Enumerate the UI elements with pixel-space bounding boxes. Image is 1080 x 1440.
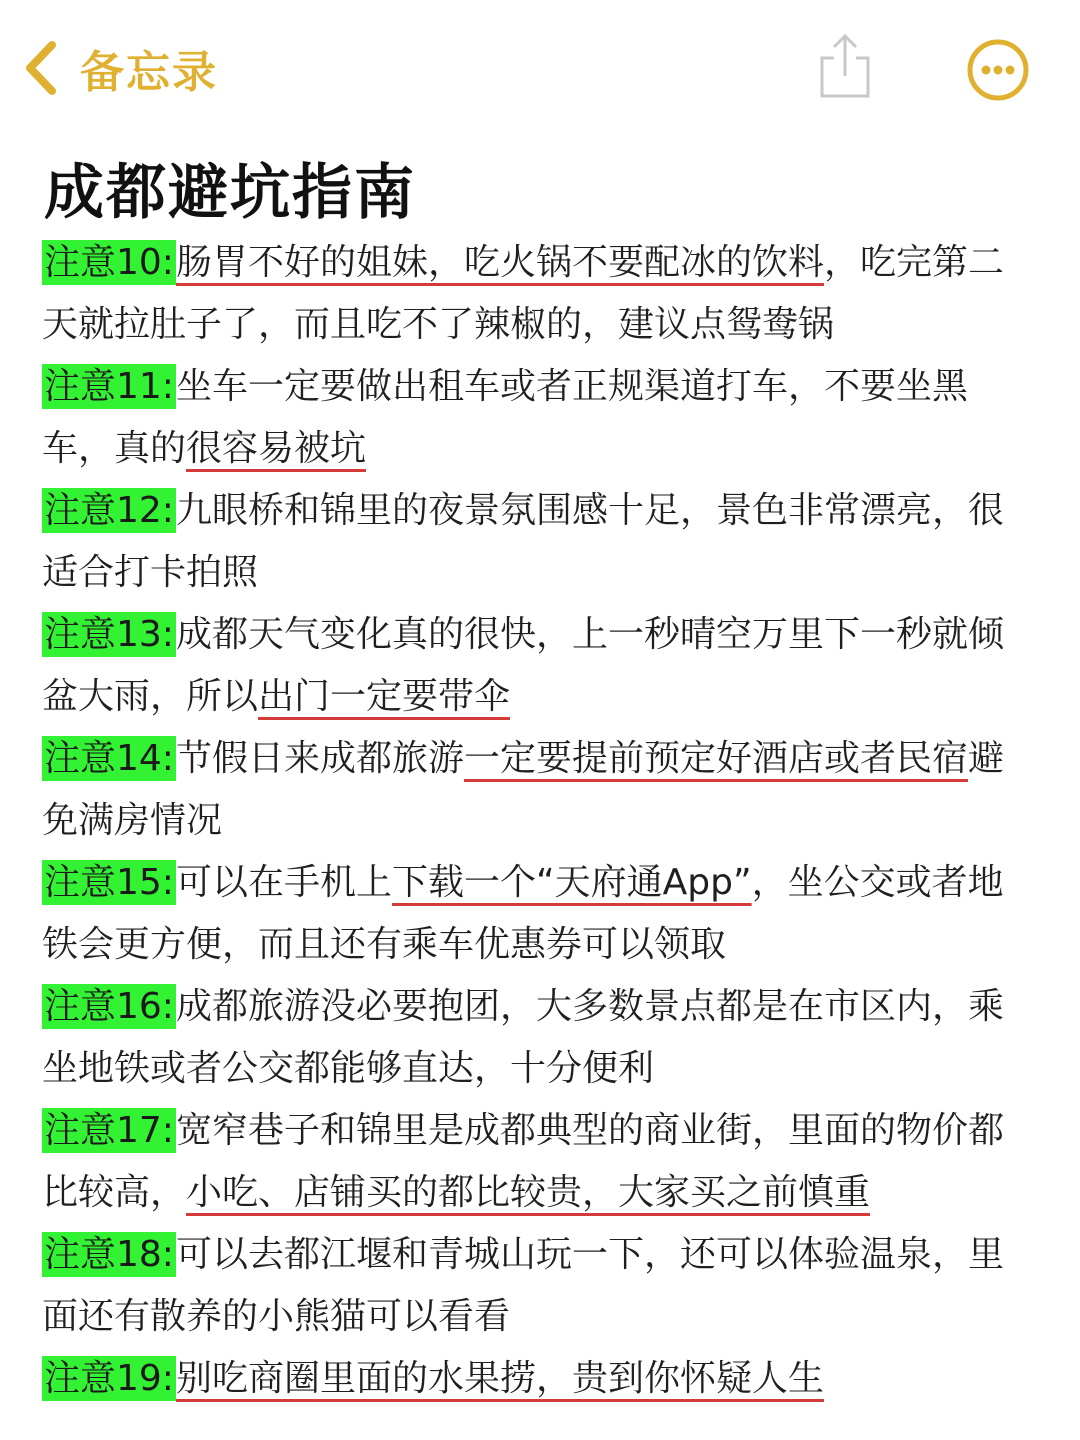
item-text: 成都旅游没必要抱团，大多数景点都是在市区内，乘坐地铁或者公交都能够直达，十分便利	[42, 986, 1004, 1089]
item-tag: 注意14:	[44, 738, 174, 779]
item-underlined-text: 一定要提前预定好酒店或者民宿	[463, 738, 968, 779]
list-item	[42, 852, 1032, 976]
item-text: 避免满房情况	[42, 738, 1004, 841]
item-text: 成都天气变化真的很快，上一秒晴空万里下一秒就倾盆大雨，所以	[42, 614, 1004, 717]
list-item	[42, 1100, 1032, 1224]
item-text: 可以在手机上	[175, 862, 392, 903]
item-text: 坐车一定要做出租车或者正规渠道打车，不要坐黑车，真的	[42, 366, 968, 469]
item-text: ，吃完第二天就拉肚子了，而且吃不了辣椒的，建议点鸳鸯锅	[42, 242, 1004, 345]
item-tag: 注意13:	[44, 614, 174, 655]
share-button[interactable]	[816, 32, 874, 102]
list-item	[42, 728, 1032, 852]
note-title: 成都避坑指南	[44, 158, 416, 228]
nav-bar	[0, 0, 1080, 130]
back-button[interactable]	[22, 36, 218, 100]
item-tag: 注意10:	[44, 242, 174, 283]
note-body[interactable]	[42, 232, 1032, 1410]
list-item	[42, 1348, 1032, 1410]
back-label: 备忘录	[80, 47, 218, 98]
item-underlined-text: 别吃商圈里面的水果捞，贵到你怀疑人生	[175, 1358, 824, 1399]
item-underlined-text: 出门一定要带伞	[258, 676, 511, 717]
item-tag: 注意19:	[44, 1358, 174, 1399]
item-underlined-text: 很容易被坑	[186, 428, 367, 469]
share-icon	[816, 87, 874, 106]
list-item	[42, 976, 1032, 1100]
item-text: ，坐公交或者地铁会更方便，而且还有乘车优惠券可以领取	[42, 862, 1004, 965]
item-text: 可以去都江堰和青城山玩一下，还可以体验温泉，里面还有散养的小熊猫可以看看	[42, 1234, 1004, 1337]
item-text: 九眼桥和锦里的夜景氛围感十足，景色非常漂亮，很适合打卡拍照	[42, 490, 1004, 593]
item-tag: 注意18:	[44, 1234, 174, 1275]
list-item	[42, 232, 1032, 356]
item-text: 节假日来成都旅游	[175, 738, 464, 779]
list-item	[42, 604, 1032, 728]
item-tag: 注意12:	[44, 490, 174, 531]
more-icon	[966, 87, 1030, 106]
item-text: 宽窄巷子和锦里是成都典型的商业街，里面的物价都比较高，	[42, 1110, 1004, 1213]
list-item	[42, 480, 1032, 604]
item-underlined-text: 下载一个“天府通App”	[391, 862, 752, 903]
item-tag: 注意16:	[44, 986, 174, 1027]
chevron-left-icon	[22, 40, 58, 96]
item-underlined-text: 肠胃不好的姐妹，吃火锅不要配冰的饮料	[175, 242, 824, 283]
item-tag: 注意17:	[44, 1110, 174, 1151]
more-button[interactable]	[966, 38, 1030, 102]
list-item	[42, 356, 1032, 480]
item-tag: 注意15:	[44, 862, 174, 903]
item-tag: 注意11:	[44, 366, 174, 407]
item-underlined-text: 小吃、店铺买的都比较贵，大家买之前慎重	[186, 1172, 871, 1213]
list-item	[42, 1224, 1032, 1348]
